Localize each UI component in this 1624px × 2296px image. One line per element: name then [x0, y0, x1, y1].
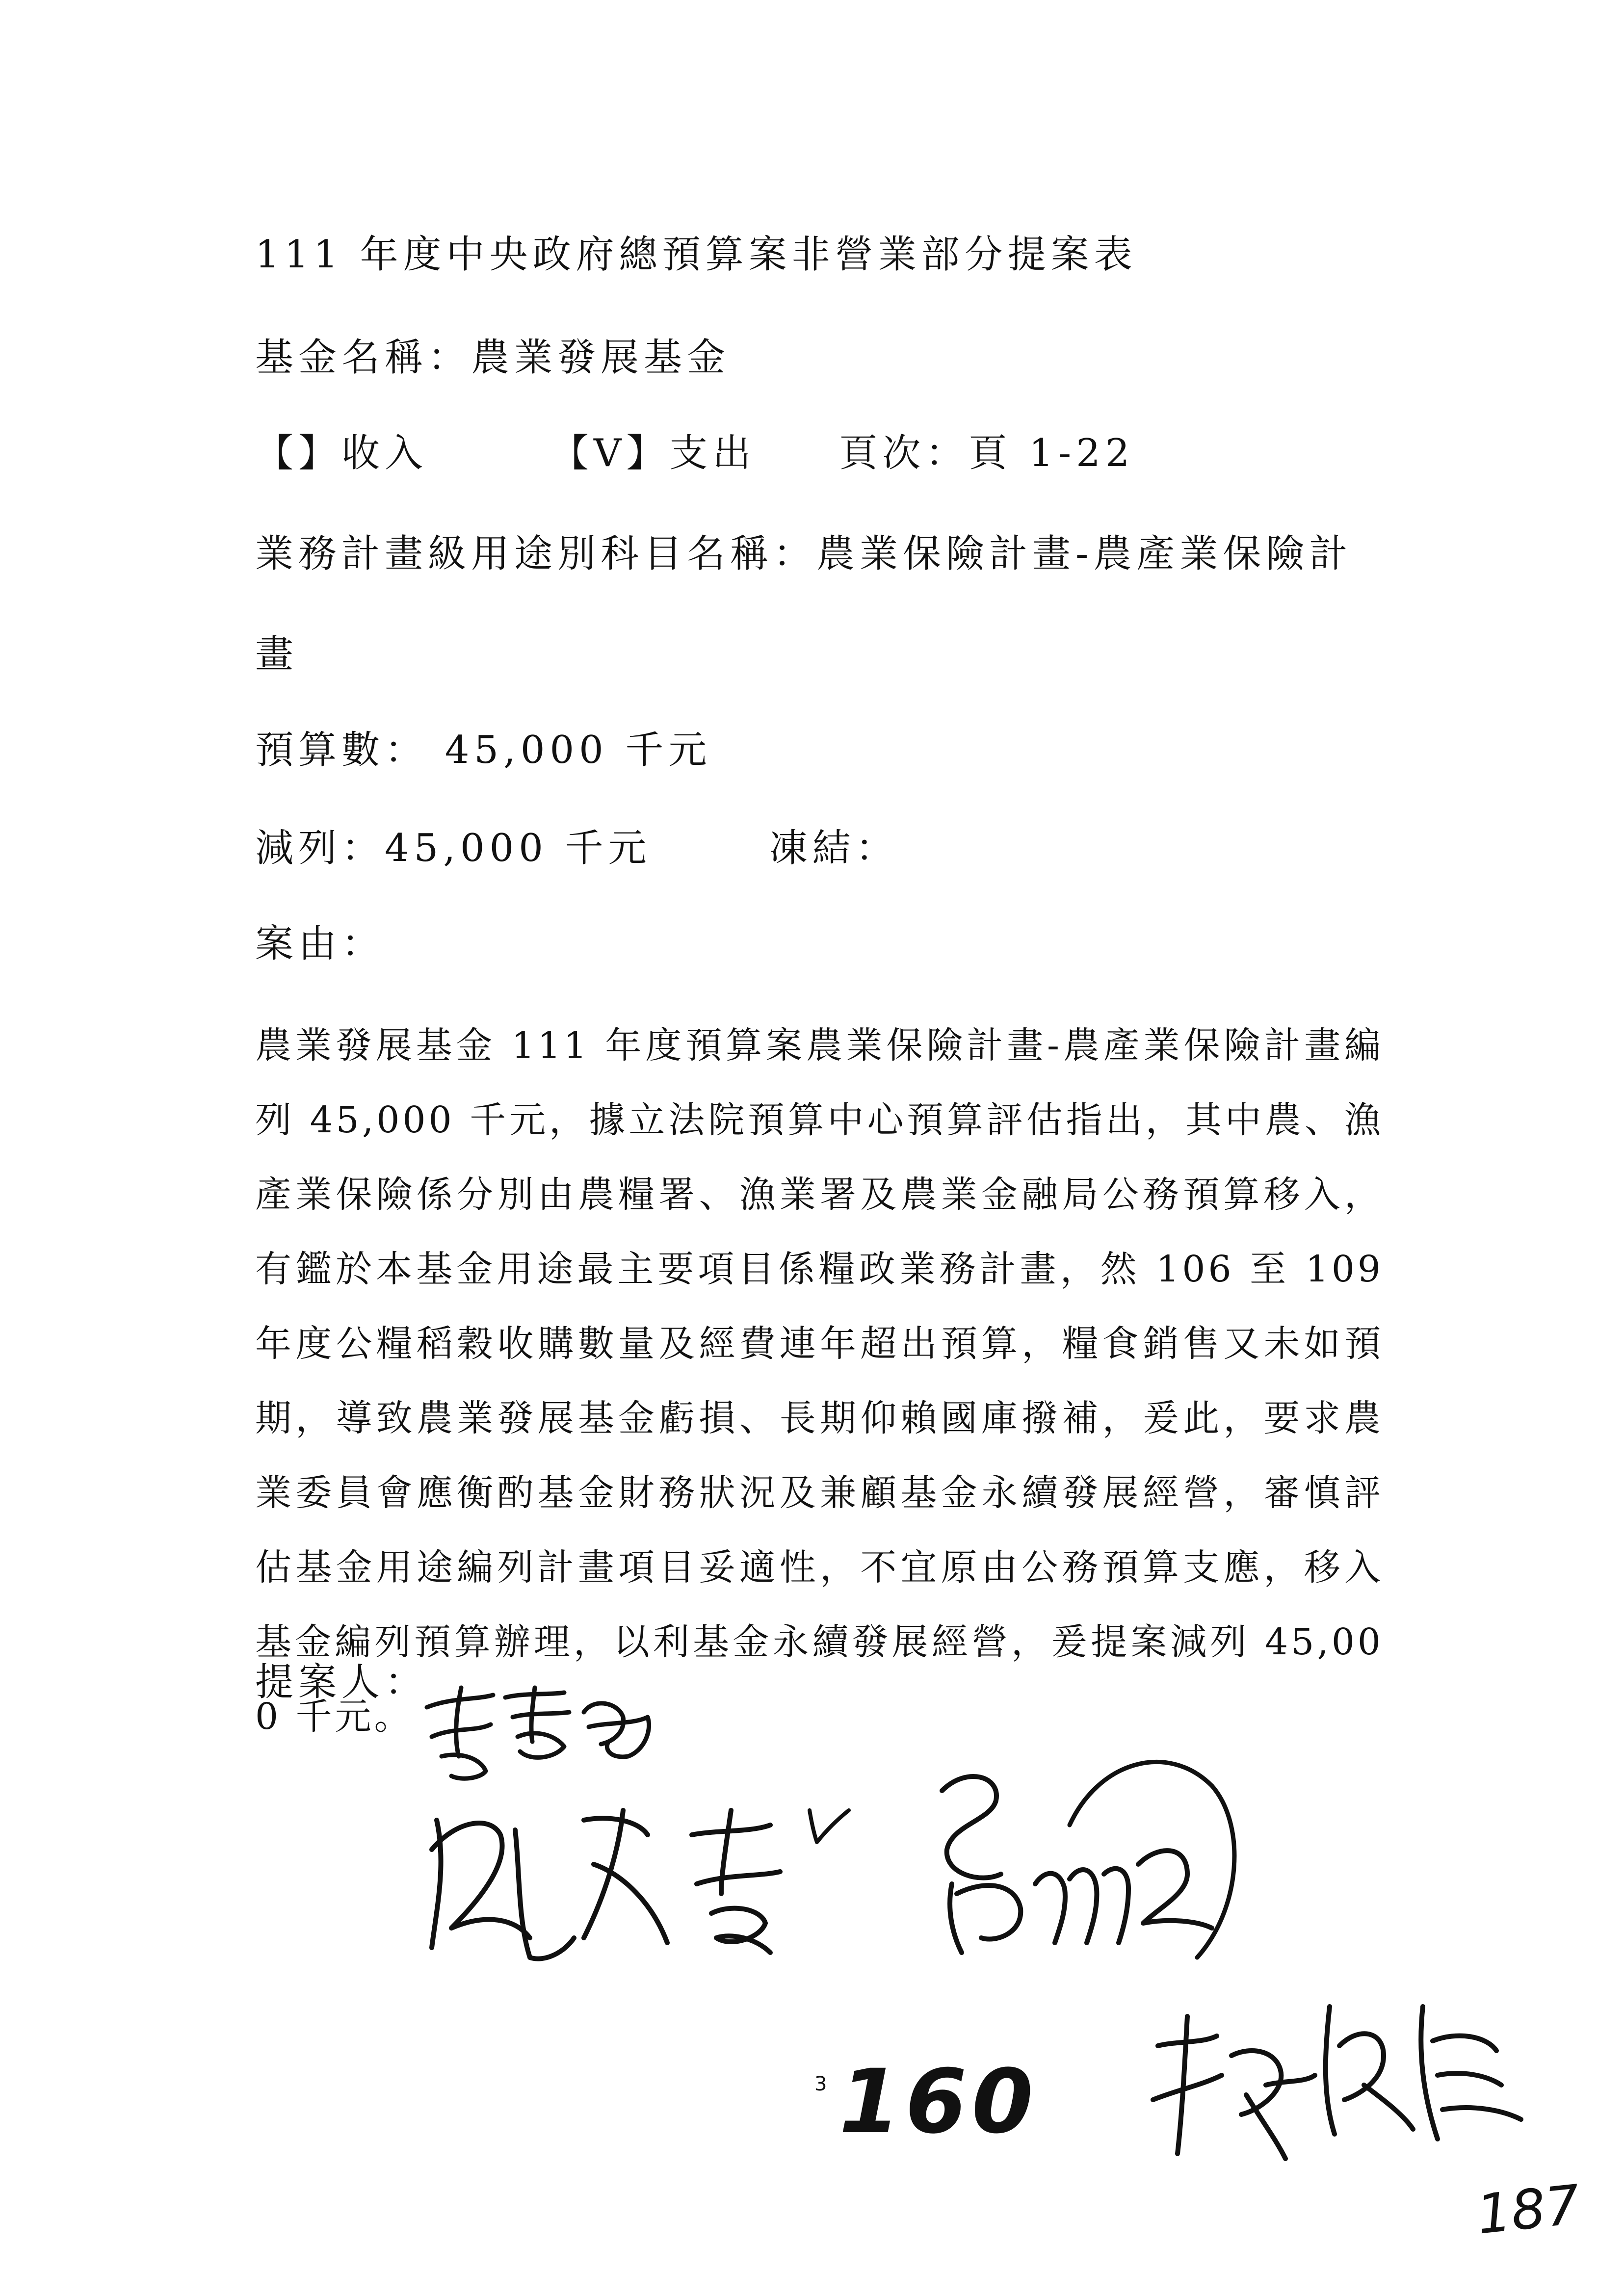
subject-line-1: 業務計畫級用途別科目名稱：農業保險計畫-農產業保險計	[255, 532, 1353, 576]
reduction-amount: 減列：45,000 千元	[255, 826, 652, 870]
fund-name-label: 基金名稱：	[255, 336, 471, 380]
income-expense-row	[255, 431, 1135, 475]
subject-line-2: 畫	[255, 632, 299, 677]
handwritten-number-187: 187	[1473, 2173, 1583, 2246]
signature-1	[407, 1678, 662, 1791]
reduction-freeze-row	[255, 826, 899, 870]
budget-amount: 預算數： 45,000 千元	[255, 728, 712, 772]
page-reference: 頁次：頁 1-22	[839, 431, 1135, 475]
reason-paragraph: 農業發展基金 111 年度預算案農業保險計畫-農產業保險計畫編列 45,000 千元，據立法院預算中心預算評估指出，其中農、漁產業保險係分別由農糧署、漁業署及農業金融局公務預算移入，有鑑於本基金用途最主要項目係糧政業務計畫，然 106 至 109 年度公糧稻穀收購數量及經費連年超出預算，糧食銷售又未如預期，導致農業發展基金虧損、長期仰賴國庫撥補，爰此，要求農業委員會應衡酌基金財務狀況及兼顧基金永續發展經營，審慎評估基金用途編列計畫項目妥適性，不宜原由公務預算支應，移入基金編列預算辦理，以利基金永續發展經營，爰提案減列 45,000 千元。	[255, 1024, 1384, 1738]
fund-name-row	[255, 336, 731, 380]
signature-3	[922, 1747, 1266, 1982]
reason-label: 案由：	[255, 922, 385, 966]
freeze-amount: 凍結：	[769, 826, 899, 870]
signature-2	[417, 1791, 859, 1987]
income-marker: 【】收入	[255, 431, 428, 475]
handwritten-number-160: 160	[839, 2051, 1038, 2153]
signature-4	[1128, 1987, 1531, 2183]
document-title: 111 年度中央政府總預算案非營業部分提案表	[255, 233, 1137, 277]
expense-marker: 【V】支出	[550, 431, 756, 475]
fund-name: 農業發展基金	[471, 336, 731, 380]
proposer-label: 提案人：	[255, 1660, 428, 1704]
page-number: 3	[814, 2073, 827, 2095]
